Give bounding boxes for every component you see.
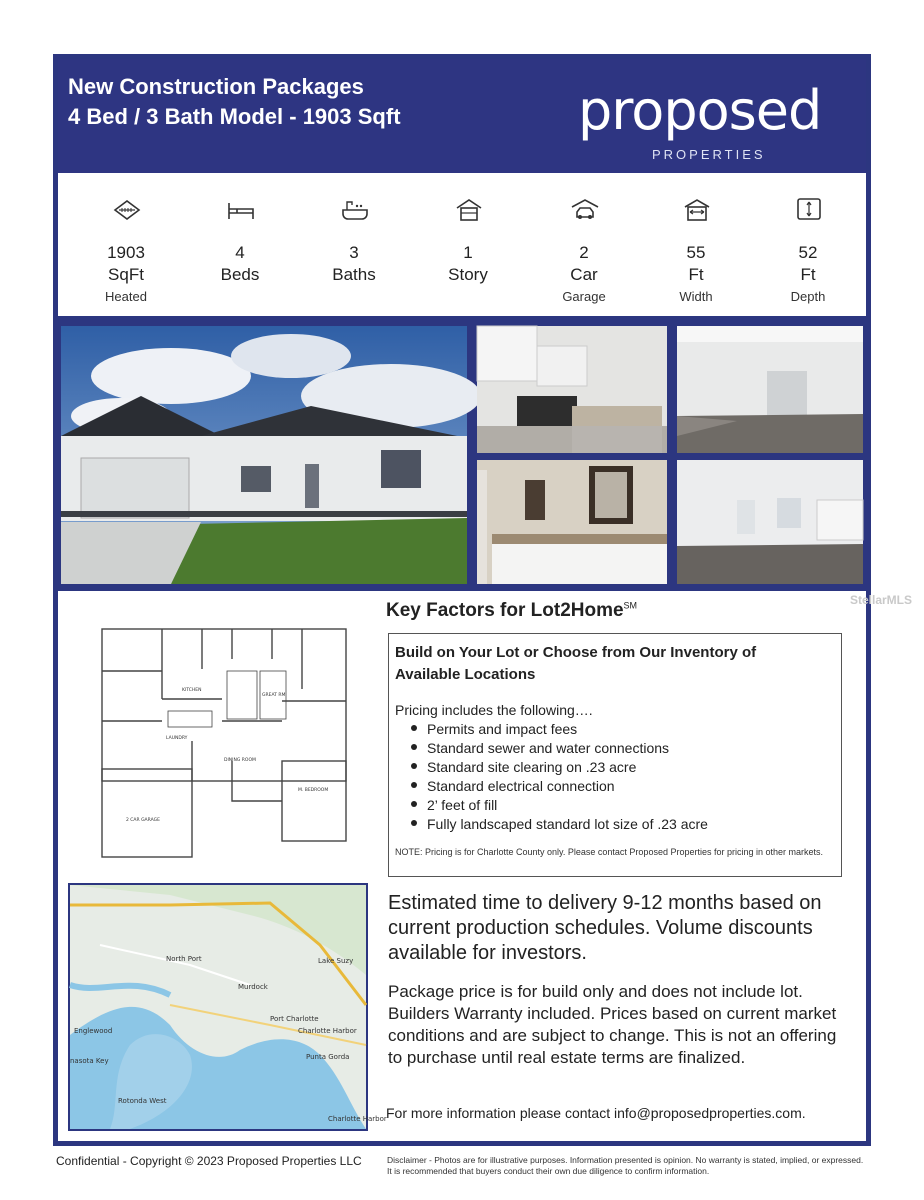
stat-sqft (76, 173, 176, 321)
exterior-photo (61, 326, 467, 584)
pricing-list (411, 720, 708, 834)
stat-unit: Beds (220, 265, 260, 284)
house-width-icon (682, 197, 712, 223)
map-label: Lake Suzy (318, 957, 354, 965)
floorplan-dining-label: DINING ROOM (224, 758, 256, 763)
map-label: Rotonda West (118, 1097, 167, 1105)
bathtub-icon (340, 197, 370, 223)
stat-value: 55 (686, 243, 706, 262)
floor-plan (82, 611, 352, 861)
map-label: nasota Key (70, 1057, 109, 1065)
list-item: 2’ feet of fill (411, 796, 708, 815)
stat-value: 52 (798, 243, 818, 262)
stat-unit: Baths (332, 265, 376, 284)
contact-info: For more information please contact info@proposedproperties.com. (386, 1105, 806, 1121)
stat-unit: Story (448, 265, 488, 284)
bed-icon (226, 197, 256, 223)
stat-unit: Car (570, 265, 598, 284)
map-label: Murdock (238, 983, 268, 991)
logo-subtitle: PROPERTIES (652, 147, 766, 162)
key-factors-title (386, 600, 637, 622)
list-item: Standard site clearing on .23 acre (411, 758, 708, 777)
map-label: North Port (166, 955, 202, 963)
floorplan-kitchen-label: KITCHEN (182, 688, 202, 693)
stat-unit: Ft (688, 265, 704, 284)
stat-story (418, 173, 518, 321)
stat-beds (190, 173, 290, 321)
bathroom-photo (477, 460, 667, 584)
service-mark: SM (623, 600, 638, 611)
floorplan-laundry-label: LAUNDRY (166, 736, 188, 741)
floorplan-greatrm-label: GREAT RM (262, 693, 286, 698)
stat-sub: Heated (105, 289, 147, 304)
home-stats-row (58, 173, 866, 321)
key-factors-title-text: Key Factors for Lot2Home (386, 600, 624, 621)
stat-baths (304, 173, 404, 321)
stat-garage (534, 173, 634, 321)
delivery-estimate: Estimated time to delivery 9-12 months based on current production schedules. Volume discounts available for investors. (388, 892, 822, 964)
copyright-footer: Confidential - Copyright © 2023 Proposed Properties LLC (56, 1154, 362, 1168)
map-label: Punta Gorda (306, 1053, 350, 1061)
title-line-2: 4 Bed / 3 Bath Model - 1903 Sqft (68, 104, 401, 129)
open-plan-photo (677, 460, 863, 584)
box-heading: Build on Your Lot or Choose from Our Inventory of Available Locations (395, 644, 757, 683)
floorplan-bedroom-label: M. BEDROOM (298, 788, 329, 793)
living-room-photo (677, 326, 863, 453)
list-item: Standard sewer and water connections (411, 739, 708, 758)
stat-value: 2 (579, 243, 589, 262)
stat-value: 4 (235, 243, 245, 262)
stat-value: 1903 (107, 243, 145, 262)
stat-sub: Width (679, 289, 713, 304)
header-banner (58, 59, 866, 173)
stat-unit: SqFt (108, 265, 144, 284)
stat-width (646, 173, 746, 321)
stat-unit: Ft (800, 265, 816, 284)
floorplan-garage-label: 2 CAR GARAGE (126, 818, 160, 823)
list-item: Standard electrical connection (411, 777, 708, 796)
package-disclaimer: Package price is for build only and does not include lot. Builders Warranty included. Prices based on current market conditions and are subject to change. This is not an offering to purchase until real estate terms are finalized. (388, 982, 837, 1067)
proposed-properties-logo (578, 81, 838, 161)
mls-watermark: StellarMLS (850, 593, 913, 607)
stat-value: 3 (349, 243, 359, 262)
map-label: Charlotte Harbor (298, 1027, 357, 1035)
flyer-frame (53, 54, 871, 1146)
garage-car-icon (570, 197, 600, 223)
list-item: Permits and impact fees (411, 720, 708, 739)
logo-wordmark: proposed (578, 79, 822, 142)
key-factors-box (388, 633, 842, 877)
pricing-note: NOTE: Pricing is for Charlotte County only. Please contact Proposed Properties for pricing in other markets. (395, 847, 824, 857)
stat-sub: Depth (790, 289, 826, 304)
photo-collage (58, 321, 866, 591)
stat-value: 1 (463, 243, 473, 262)
list-item: Fully landscaped standard lot size of .23 acre (411, 815, 708, 834)
map-label: Port Charlotte (270, 1015, 319, 1023)
disclaimer-footer: Disclaimer - Photos are for illustrative purposes. Information presented is opinion. No warranty is stated, implied, or expressed. It is recommended that buyers conduct their own due diligence to confirm information. (387, 1155, 864, 1176)
map-label: Charlotte Harbor (328, 1115, 387, 1123)
stat-sub: Garage (562, 289, 606, 304)
pricing-intro: Pricing includes the following…. (395, 702, 593, 718)
map-label: Englewood (74, 1027, 113, 1035)
title-line-1: New Construction Packages (68, 74, 364, 99)
depth-icon (794, 197, 824, 223)
house-story-icon (454, 197, 484, 223)
kitchen-photo (477, 326, 667, 453)
stat-depth (758, 173, 858, 321)
ruler-house-icon (112, 197, 142, 223)
location-map (68, 883, 387, 1131)
